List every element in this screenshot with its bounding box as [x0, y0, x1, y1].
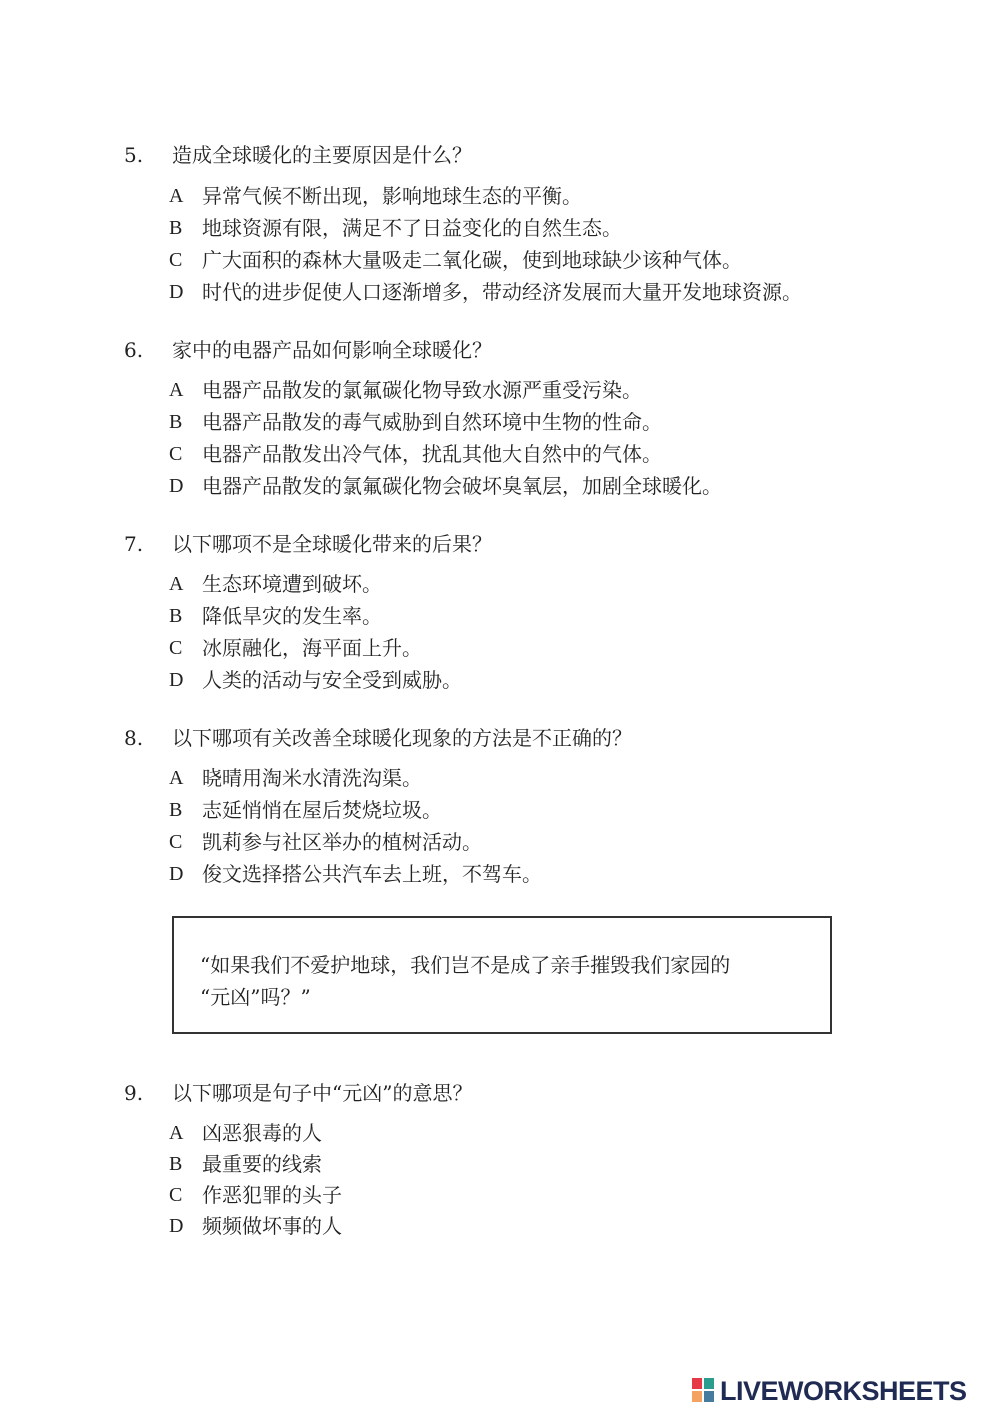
logo-mark-icon: [692, 1378, 716, 1404]
option-letter: B: [169, 605, 183, 627]
option-text: 作恶犯罪的头子: [202, 1183, 342, 1207]
question-number: 8.: [124, 726, 144, 750]
question-number: 5.: [124, 143, 144, 167]
option-letter: A: [169, 185, 184, 207]
option-text: 凯莉参与社区举办的植树活动。: [202, 830, 482, 854]
option-text: 广大面积的森林大量吸走二氧化碳，使到地球缺少该种气体。: [202, 248, 742, 272]
question-text: 以下哪项是句子中“元凶”的意思？: [172, 1081, 473, 1105]
option-text: 生态环境遭到破坏。: [202, 572, 382, 596]
option-text: 电器产品散发的氯氟碳化物导致水源严重受污染。: [202, 378, 642, 402]
question-number: 9.: [124, 1081, 144, 1105]
option-letter: C: [169, 443, 183, 465]
option-letter: D: [169, 1215, 184, 1237]
option-text: 人类的活动与安全受到威胁。: [202, 668, 462, 692]
option-letter: A: [169, 1122, 184, 1144]
option-letter: C: [169, 637, 183, 659]
option-letter: A: [169, 767, 184, 789]
option-text: 频频做坏事的人: [202, 1214, 342, 1238]
question-text: 家中的电器产品如何影响全球暖化？: [172, 338, 492, 362]
option-letter: B: [169, 217, 183, 239]
option-text: 晓晴用淘米水清洗沟渠。: [202, 766, 422, 790]
option-letter: C: [169, 249, 183, 271]
quote-line-2: “元凶”吗？”: [200, 985, 311, 1009]
option-text: 凶恶狠毒的人: [202, 1121, 322, 1145]
option-letter: C: [169, 831, 183, 853]
option-letter: B: [169, 411, 183, 433]
option-letter: B: [169, 799, 183, 821]
option-letter: A: [169, 573, 184, 595]
question-number: 6.: [124, 338, 144, 362]
option-text: 异常气候不断出现，影响地球生态的平衡。: [202, 184, 582, 208]
option-letter: D: [169, 281, 184, 303]
question-text: 造成全球暖化的主要原因是什么？: [172, 143, 472, 167]
option-letter: A: [169, 379, 184, 401]
question-number: 7.: [124, 532, 144, 556]
option-letter: C: [169, 1184, 183, 1206]
question-text: 以下哪项不是全球暖化带来的后果？: [172, 532, 492, 556]
option-letter: D: [169, 863, 184, 885]
option-text: 电器产品散发出冷气体，扰乱其他大自然中的气体。: [202, 442, 662, 466]
option-text: 俊文选择搭公共汽车去上班，不驾车。: [202, 862, 542, 886]
option-text: 志延悄悄在屋后焚烧垃圾。: [202, 798, 442, 822]
quote-box: [172, 916, 832, 1034]
option-text: 电器产品散发的毒气威胁到自然环境中生物的性命。: [202, 410, 662, 434]
logo-text: LIVEWORKSHEETS: [720, 1375, 967, 1406]
option-text: 冰原融化，海平面上升。: [202, 636, 422, 660]
option-text: 时代的进步促使人口逐渐增多，带动经济发展而大量开发地球资源。: [202, 280, 802, 304]
option-letter: D: [169, 475, 184, 497]
option-text: 最重要的线索: [202, 1152, 322, 1176]
option-letter: B: [169, 1153, 183, 1175]
option-letter: D: [169, 669, 184, 691]
option-text: 降低旱灾的发生率。: [202, 604, 382, 628]
liveworksheets-logo: [692, 1376, 967, 1406]
question-text: 以下哪项有关改善全球暖化现象的方法是不正确的？: [172, 726, 632, 750]
quote-line-1: “如果我们不爱护地球，我们岂不是成了亲手摧毁我们家园的: [200, 953, 731, 977]
option-text: 电器产品散发的氯氟碳化物会破坏臭氧层，加剧全球暖化。: [202, 474, 722, 498]
option-text: 地球资源有限，满足不了日益变化的自然生态。: [202, 216, 622, 240]
